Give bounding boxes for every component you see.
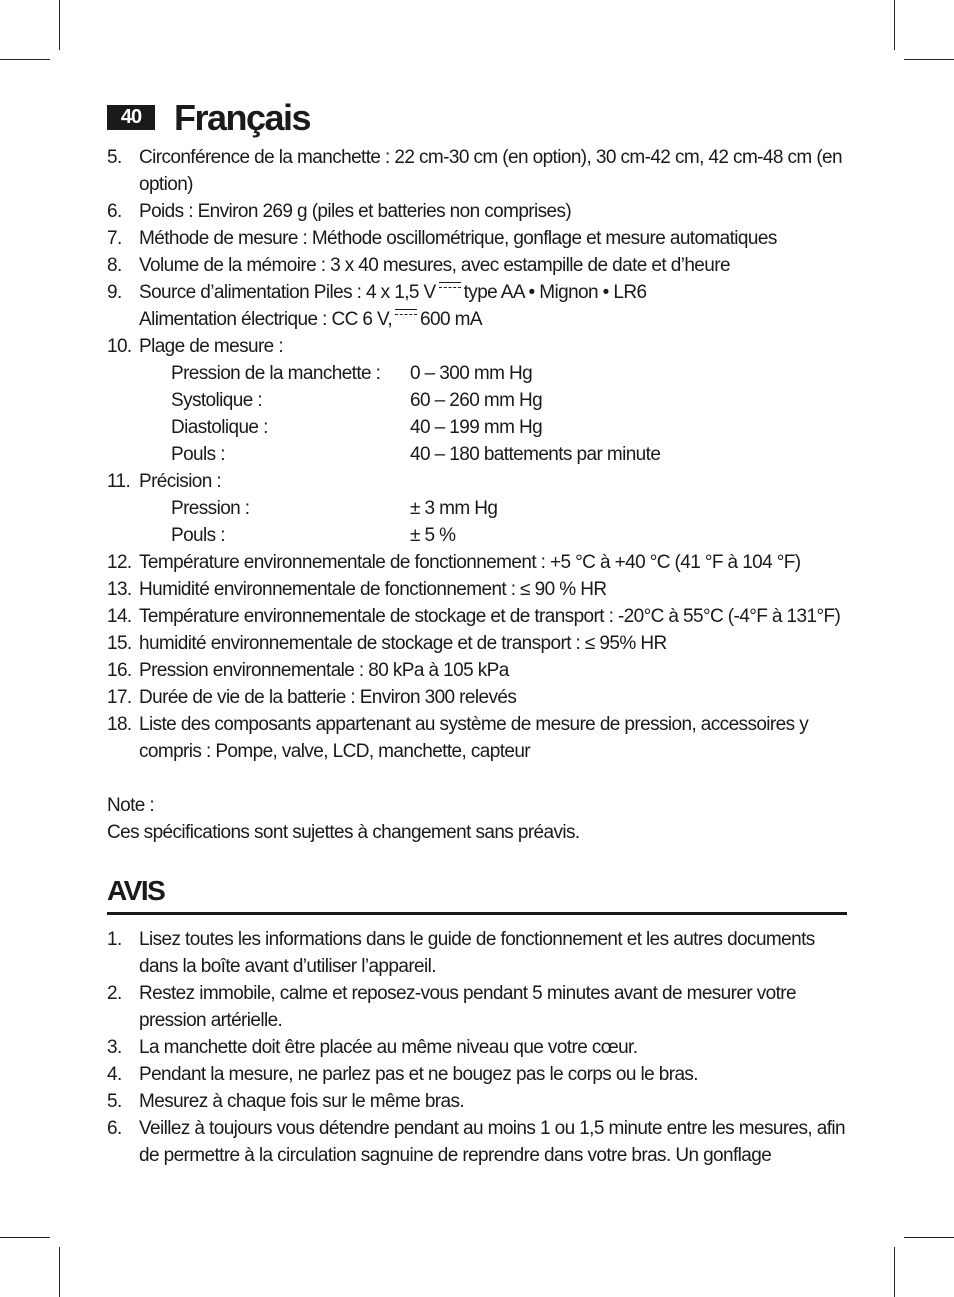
item-text: Pendant la mesure, ne parlez pas et ne bougez pas le corps ou le bras. xyxy=(139,1064,698,1085)
item-number: 12. xyxy=(107,552,132,573)
list-item xyxy=(107,198,867,225)
item-text: humidité environnementale de stockage et de transport : ≤ 95% HR xyxy=(139,633,667,654)
item-number: 14. xyxy=(107,606,132,627)
item-text: Lisez toutes les informations dans le guide de fonctionnement et les autres documents dans la boîte avant d’utiliser l’appareil. xyxy=(139,929,815,977)
battery-type-text: type AA • Mignon • LR6 xyxy=(463,282,647,303)
spec-subrow xyxy=(107,522,867,549)
item-text: Poids : Environ 269 g (piles et batteries non comprises) xyxy=(139,201,572,222)
item-text xyxy=(139,279,867,333)
item-text: Mesurez à chaque fois sur le même bras. xyxy=(139,1091,465,1112)
spec-subrow xyxy=(107,360,867,387)
spec-value: ± 5 % xyxy=(410,525,456,546)
page-title: Français xyxy=(174,97,311,138)
direct-current-symbol-icon xyxy=(395,309,417,321)
note-text: Ces spécifications sont sujettes à changement sans préavis. xyxy=(107,822,580,843)
section-heading: AVIS xyxy=(107,872,847,915)
spec-label: Pression : xyxy=(171,498,250,519)
item-number: 16. xyxy=(107,660,132,681)
page-number-badge: 40 xyxy=(107,105,155,130)
list-item xyxy=(107,576,867,603)
crop-mark xyxy=(59,1247,60,1297)
item-number: 5. xyxy=(107,147,122,168)
item-number: 15. xyxy=(107,633,132,654)
item-text: Volume de la mémoire : 3 x 40 mesures, avec estampille de date et d’heure xyxy=(139,255,730,276)
item-text: Température environnementale de stockage et de transport : -20°C à 55°C (-4°F à 131°F) xyxy=(139,606,841,627)
direct-current-symbol-icon xyxy=(439,282,461,294)
item-number: 17. xyxy=(107,687,132,708)
item-number: 13. xyxy=(107,579,132,600)
spec-value: ± 3 mm Hg xyxy=(410,498,498,519)
item-number: 8. xyxy=(107,255,122,276)
spec-subrow xyxy=(107,495,867,522)
power-current-text: 600 mA xyxy=(420,309,482,330)
item-number: 7. xyxy=(107,228,122,249)
list-item xyxy=(107,684,867,711)
spec-subrow xyxy=(107,387,867,414)
list-item-power-source xyxy=(107,279,867,333)
spec-label: Diastolique : xyxy=(171,417,268,438)
item-text: Température environnementale de fonctionnement : +5 °C à +40 °C (41 °F à 104 °F) xyxy=(139,552,801,573)
item-text: Méthode de mesure : Méthode oscillométrique, gonflage et mesure automatiques xyxy=(139,228,777,249)
item-number: 3. xyxy=(107,1037,122,1058)
item-text: Plage de mesure : xyxy=(139,336,283,357)
note-label: Note : xyxy=(107,795,155,816)
item-number: 4. xyxy=(107,1064,122,1085)
spec-label: Pouls : xyxy=(171,444,225,465)
list-item xyxy=(107,603,867,630)
spec-value: 60 – 260 mm Hg xyxy=(410,390,543,411)
spacer xyxy=(107,765,867,792)
crop-mark xyxy=(0,59,50,60)
spec-subrow xyxy=(107,414,867,441)
avis-list xyxy=(107,926,852,1169)
item-text: La manchette doit être placée au même niveau que votre cœur. xyxy=(139,1037,638,1058)
crop-mark xyxy=(894,1247,895,1297)
list-item xyxy=(107,926,852,980)
spec-label: Systolique : xyxy=(171,390,263,411)
item-number: 18. xyxy=(107,714,132,735)
item-text: Circonférence de la manchette : 22 cm-30 cm (en option), 30 cm-42 cm, 42 cm-48 cm (en option) xyxy=(139,147,842,195)
list-item xyxy=(107,144,867,198)
crop-mark xyxy=(904,1237,954,1238)
battery-text: Source d’alimentation Piles : 4 x 1,5 V xyxy=(139,282,436,303)
list-item xyxy=(107,1088,852,1115)
list-item xyxy=(107,630,867,657)
list-item xyxy=(107,252,867,279)
item-text: Durée de vie de la batterie : Environ 300 relevés xyxy=(139,687,517,708)
item-number: 2. xyxy=(107,983,122,1004)
item-number: 10. xyxy=(107,336,132,357)
spec-value: 40 – 180 battements par minute xyxy=(410,444,661,465)
item-text: Liste des composants appartenant au système de mesure de pression, accessoires y compris : Pompe, valve, LCD, manchette, capteur xyxy=(139,714,809,762)
item-number: 5. xyxy=(107,1091,122,1112)
list-item xyxy=(107,657,867,684)
list-item xyxy=(107,1115,852,1169)
spec-subrow xyxy=(107,441,867,468)
list-item xyxy=(107,711,867,765)
spec-value: 0 – 300 mm Hg xyxy=(410,363,533,384)
list-item xyxy=(107,1034,852,1061)
item-number: 9. xyxy=(107,282,122,303)
spec-label: Pouls : xyxy=(171,525,225,546)
crop-mark xyxy=(894,0,895,50)
item-number: 6. xyxy=(107,201,122,222)
item-number: 11. xyxy=(107,471,131,492)
item-text: Pression environnementale : 80 kPa à 105 kPa xyxy=(139,660,509,681)
list-item xyxy=(107,980,852,1034)
list-item xyxy=(107,1061,852,1088)
item-text: Précision : xyxy=(139,471,222,492)
crop-mark xyxy=(904,59,954,60)
power-supply-text: Alimentation électrique : CC 6 V, xyxy=(139,309,393,330)
item-number: 6. xyxy=(107,1118,122,1139)
list-item xyxy=(107,549,867,576)
item-text: Veillez à toujours vous détendre pendant au moins 1 ou 1,5 minute entre les mesures, afin de permettre à la circulation sagnuine de reprendre dans votre bras. Un gonflage xyxy=(139,1118,846,1166)
avis-section xyxy=(107,872,847,1166)
item-number: 1. xyxy=(107,929,122,950)
list-item xyxy=(107,225,867,252)
item-text: Humidité environnementale de fonctionnement : ≤ 90 % HR xyxy=(139,579,607,600)
list-item-precision xyxy=(107,468,867,495)
specifications-list xyxy=(107,144,867,846)
crop-mark xyxy=(59,0,60,50)
spec-value: 40 – 199 mm Hg xyxy=(410,417,543,438)
item-text: Restez immobile, calme et reposez-vous pendant 5 minutes avant de mesurer votre pression artérielle. xyxy=(139,983,796,1031)
spec-label: Pression de la manchette : xyxy=(171,363,381,384)
list-item-measurement-range xyxy=(107,333,867,360)
crop-mark xyxy=(0,1237,50,1238)
